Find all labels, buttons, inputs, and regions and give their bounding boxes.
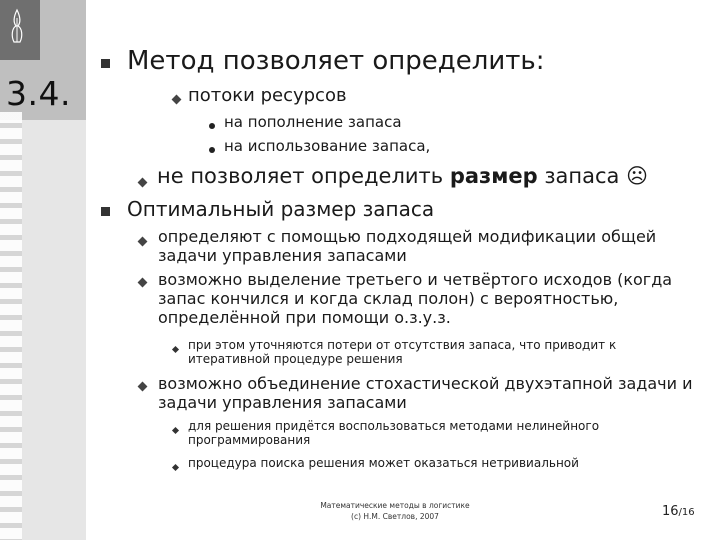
dot-bullet-icon [209, 119, 215, 131]
bullet-resource-flows: потоки ресурсов [188, 85, 347, 106]
page-total: 16 [681, 507, 695, 518]
bullet-replenishment: на пополнение запаса [224, 113, 402, 131]
bullet-optimal-size: Оптимальный размер запаса [127, 197, 435, 221]
bullet-third-fourth-outcomes: возможно выделение третьего и четвёртого исходов (когда запас кончился и когда склад полон) с вероятностью, определённой при помощи о.з.у.з. [158, 270, 673, 327]
dot-bullet-icon [209, 143, 215, 155]
diamond-small-bullet-icon [173, 342, 178, 354]
size-bold-text: размер [449, 164, 538, 188]
diamond-bullet-icon [139, 235, 146, 247]
cannot-determine-text: не позволяет определить [157, 164, 450, 188]
square-bullet-icon [101, 206, 110, 218]
diamond-bullet-icon [139, 176, 146, 188]
diamond-small-bullet-icon [173, 423, 178, 435]
sad-face-icon: ☹ [626, 164, 648, 188]
footer-course-title: Математические методы в логистике [320, 501, 470, 510]
diamond-small-bullet-icon [173, 460, 178, 472]
bullet-nontrivial-search: процедура поиска решения может оказаться нетривиальной [188, 456, 579, 470]
bullet-usage: на использование запаса, [224, 137, 431, 155]
square-bullet-icon [101, 58, 110, 70]
section-number: 3.4. [6, 74, 71, 113]
bullet-determined-via-modification: определяют с помощью подходящей модификации общей задачи управления запасами [158, 227, 657, 265]
bullet-combine-stochastic: возможно объединение стохастической двухэтапной задачи и задачи управления запасами [158, 374, 693, 412]
footer-copyright: (с) Н.М. Светлов, 2007 [351, 512, 439, 521]
diamond-bullet-icon [139, 380, 146, 392]
page-current: 16 [662, 504, 679, 519]
bullet-method: Метод позволяет определить: [127, 46, 545, 76]
stock-text: запаса [537, 164, 620, 188]
bullet-cannot-determine-size [157, 164, 648, 188]
page-number: 16/16 [662, 504, 695, 519]
bullet-loss-refinement: при этом уточняются потери от отсутствия запаса, что приводит к итеративной процедуре решения [188, 338, 617, 366]
diamond-bullet-icon [173, 93, 180, 105]
bullet-nonlinear-programming: для решения придётся воспользоваться методами нелинейного программирования [188, 419, 600, 447]
footer-credits [300, 500, 490, 522]
diamond-bullet-icon [139, 276, 146, 288]
